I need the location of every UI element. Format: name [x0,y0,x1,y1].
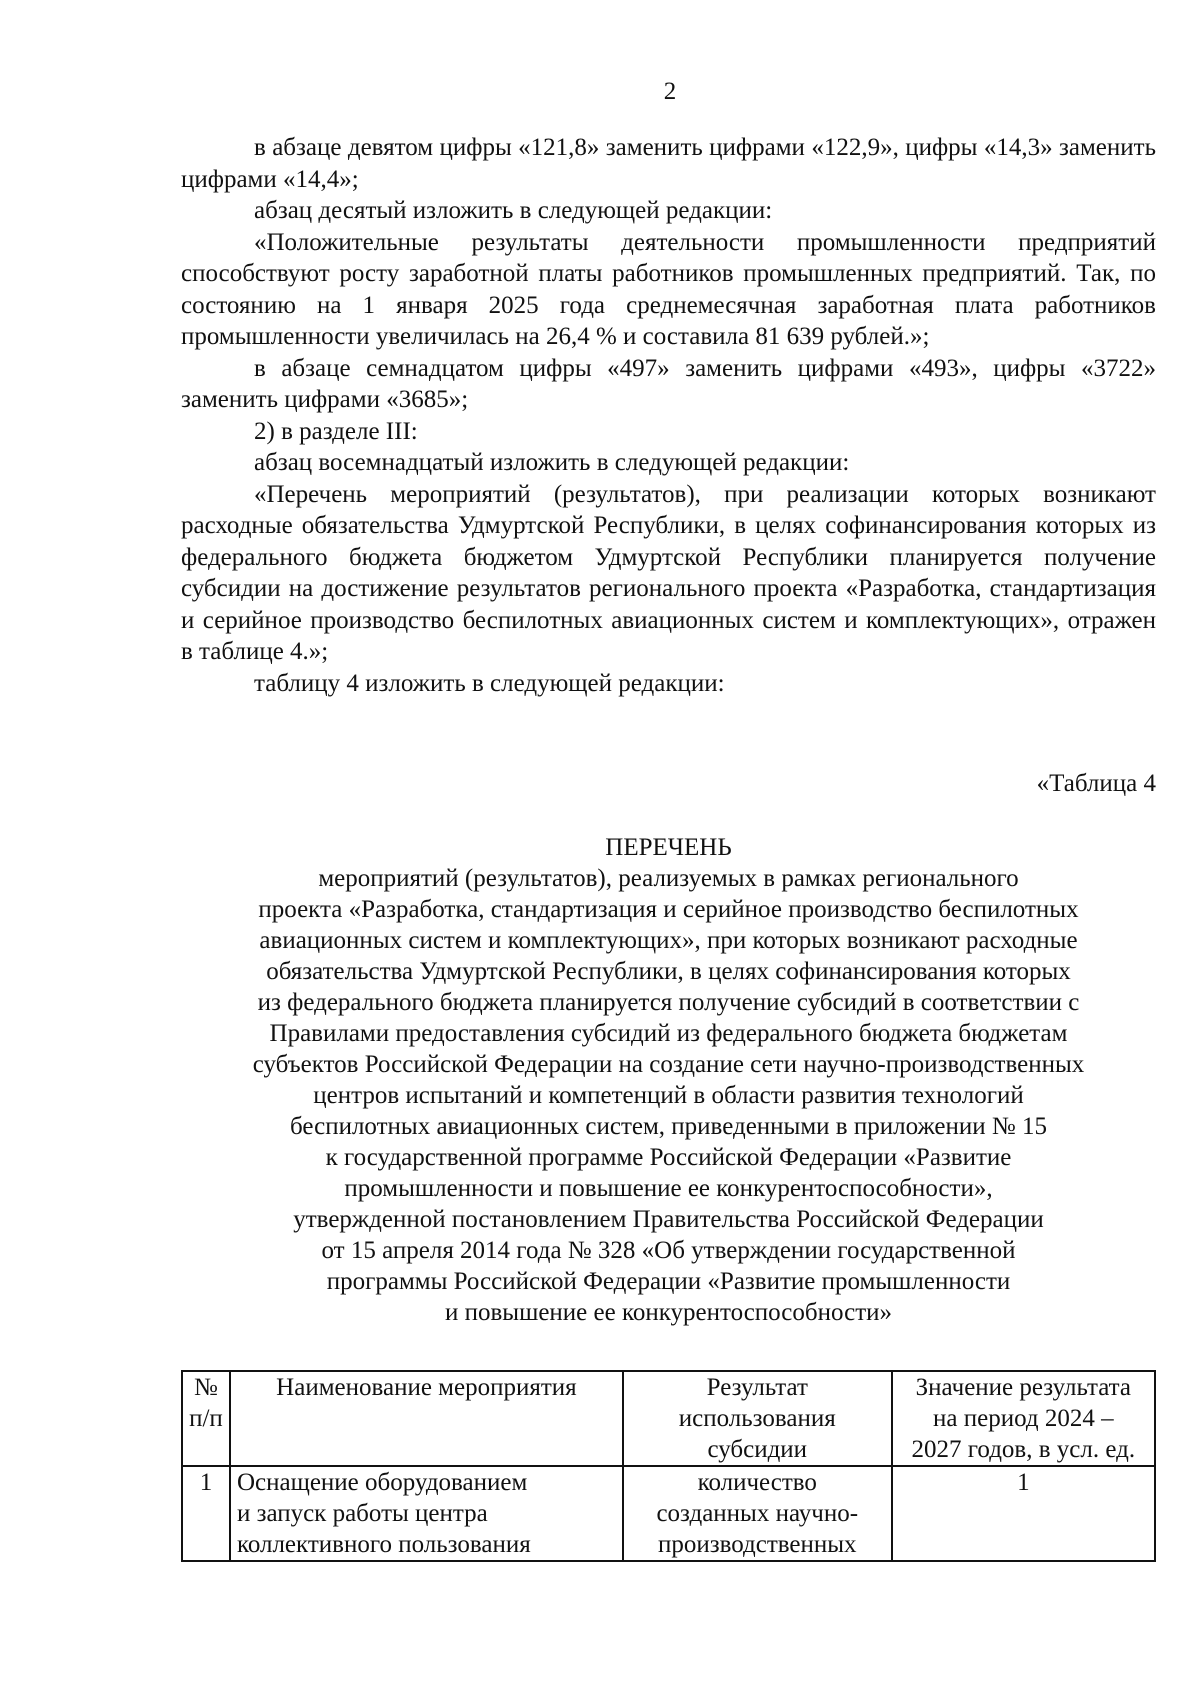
cell-result [623,1466,892,1561]
list-description-line: от 15 апреля 2014 года № 328 «Об утверждении государственной [321,1237,1016,1264]
list-heading: ПЕРЕЧЕНЬ [605,834,732,861]
paragraph: абзац десятый изложить в следующей редакции: [254,197,773,224]
table-caption: «Таблица 4 [1036,770,1156,797]
list-description-line: промышленности и повышение ее конкурентоспособности», [344,1175,993,1202]
cell-text: коллективного пользования [236,1531,531,1558]
paragraph: «Положительные результаты деятельности промышленности предприятий способствуют росту заработной платы работников промышленных предприятий. Так, по состоянию на 1 января 2025 года среднемесячная заработная плата работников промышленности увеличилась на 26,4 % и составила 81 639 рублей.»; [181,228,1156,350]
cell-num: 1 [182,1466,230,1561]
list-title [181,832,1156,1328]
cell-text: созданных научно- [656,1500,859,1527]
list-description-line: утвержденной постановлением Правительства Российской Федерации [293,1206,1044,1233]
list-description-line: из федерального бюджета планируется получение субсидий в соответствии с [257,989,1080,1016]
list-description-line: к государственной программе Российской Федерации «Развитие [325,1144,1012,1171]
list-description-line: обязательства Удмуртской Республики, в целях софинансирования которых [266,958,1071,985]
list-description-line: беспилотных авиационных систем, приведенными в приложении № 15 [289,1113,1047,1140]
table-row [182,1466,1155,1561]
paragraph: в абзаце девятом цифры «121,8» заменить цифрами «122,9», цифры «14,3» заменить цифрами «14,4»; [181,134,1156,193]
results-table [181,1370,1156,1562]
header-text: п/п [189,1405,223,1432]
list-description-line: мероприятий (результатов), реализуемых в рамках регионального [318,865,1019,892]
header-text: 2027 годов, в усл. ед. [911,1436,1136,1463]
header-text: Наименование мероприятия [276,1374,577,1401]
header-num [182,1371,230,1466]
body-text [181,132,1156,699]
list-description-line: центров испытаний и компетенций в области развития технологий [313,1082,1024,1109]
header-result [623,1371,892,1466]
cell-name [230,1466,623,1561]
header-text: использования [678,1405,836,1432]
cell-text: и запуск работы центра [236,1500,488,1527]
header-name [230,1371,623,1466]
list-description-line: авиационных систем и комплектующих», при которых возникают расходные [259,927,1078,954]
header-text: № [194,1374,218,1401]
list-description-line: Правилами предоставления субсидий из федерального бюджета бюджетам [269,1020,1068,1047]
header-value [892,1371,1155,1466]
list-description-line: субъектов Российской Федерации на создание сети научно-производственных [252,1051,1085,1078]
cell-text: Оснащение оборудованием [236,1469,528,1496]
cell-text: производственных [657,1531,857,1558]
page-number: 2 [663,78,677,105]
header-text: субсидии [707,1436,808,1463]
header-text: Результат [706,1374,808,1401]
list-description-line: программы Российской Федерации «Развитие промышленности [326,1268,1011,1295]
paragraph: таблицу 4 изложить в следующей редакции: [254,669,725,697]
header-text: Значение результата [915,1374,1131,1401]
paragraph: 2) в разделе III: [254,417,418,445]
list-description-line: и повышение ее конкурентоспособности» [444,1299,893,1326]
paragraph: «Перечень мероприятий (результатов), при реализации которых возникают расходные обязательства Удмуртской Республики, в целях софинансирования которых из федерального бюджета бюджетом Удмуртской Республики планируется получение субсидии на достижение результатов регионального проекта «Разработка, стандартизация и серийное производство беспилотных авиационных систем и комплектующих», отражен в таблице 4.»; [181,480,1156,665]
table-header-row [182,1371,1155,1466]
cell-text: количество [697,1469,817,1496]
cell-value: 1 [892,1466,1155,1561]
paragraph: абзац восемнадцатый изложить в следующей редакции: [254,449,850,476]
list-description-line: проекта «Разработка, стандартизация и серийное производство беспилотных [258,896,1079,923]
header-text: на период 2024 – [933,1405,1114,1432]
paragraph: в абзаце семнадцатом цифры «497» заменить цифрами «493», цифры «3722» заменить цифрами «3685»; [181,354,1156,413]
